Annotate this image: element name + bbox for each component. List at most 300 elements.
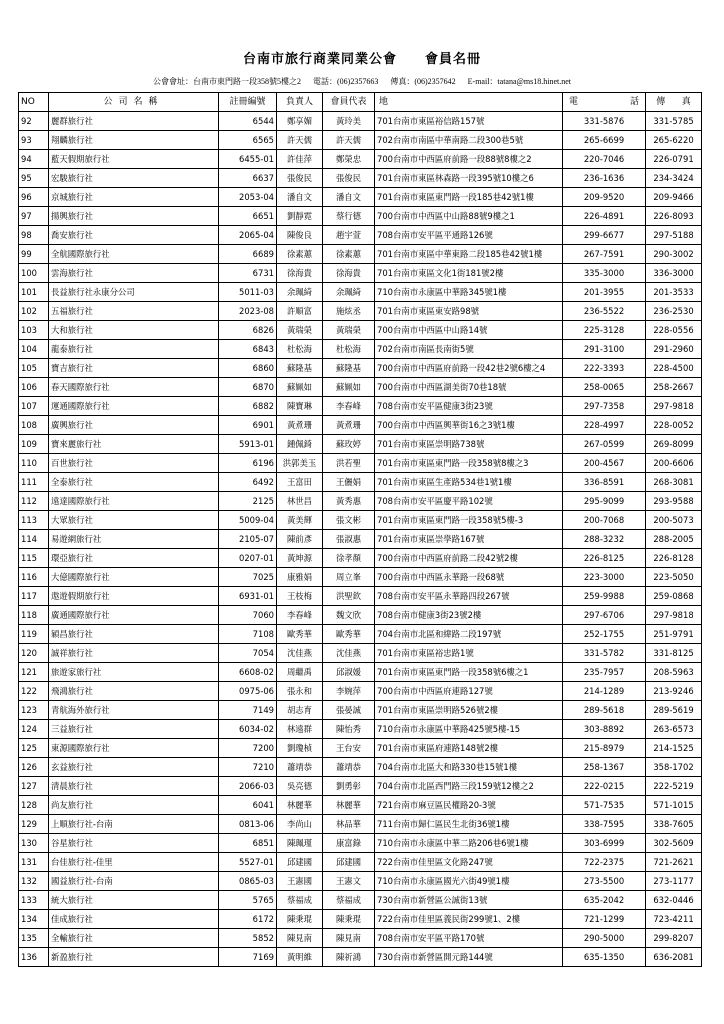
cell-tel: 236-1636: [563, 169, 646, 188]
cell-fax: 723-4211: [646, 910, 702, 929]
cell-reg: 6860: [219, 359, 277, 378]
cell-no: 103: [19, 321, 49, 340]
cell-manager: 黃瑞榮: [277, 321, 323, 340]
cell-address: 701台南市東區府連路148號2樓: [375, 739, 563, 758]
cell-reg: 7149: [219, 701, 277, 720]
cell-address: 701台南市東區東門路一段358號8樓之3: [375, 454, 563, 473]
col-header-reg: 註冊編號: [219, 93, 277, 112]
cell-address: 708台南市安平區健康3街23號: [375, 397, 563, 416]
cell-fax: 208-5963: [646, 663, 702, 682]
cell-manager: 林遠群: [277, 720, 323, 739]
cell-name: 春天國際旅行社: [49, 378, 219, 397]
cell-manager: 黃明維: [277, 948, 323, 967]
cell-no: 135: [19, 929, 49, 948]
cell-name: 揚興旅行社: [49, 207, 219, 226]
table-row: [19, 929, 702, 948]
cell-no: 98: [19, 226, 49, 245]
cell-rep: 蕭靖恭: [323, 758, 375, 777]
cell-address: 710台南市永康區國光六街49號1樓: [375, 872, 563, 891]
cell-no: 123: [19, 701, 49, 720]
cell-no: 94: [19, 150, 49, 169]
cell-fax: 358-1702: [646, 758, 702, 777]
cell-address: 701台南市東區中華東路二段185巷42號1樓: [375, 245, 563, 264]
table-row: [19, 720, 702, 739]
cell-address: 700台南市中西區府前路一段88號8樓之2: [375, 150, 563, 169]
cell-name: 全泰旅行社: [49, 473, 219, 492]
col-header-fax: [646, 93, 702, 112]
table-row: [19, 644, 702, 663]
cell-rep: 徐孝顏: [323, 549, 375, 568]
cell-rep: 王台安: [323, 739, 375, 758]
cell-name: 雲海旅行社: [49, 264, 219, 283]
cell-no: 106: [19, 378, 49, 397]
cell-reg: 6637: [219, 169, 277, 188]
cell-name: 喬安旅行社: [49, 226, 219, 245]
cell-tel: 223-3000: [563, 568, 646, 587]
cell-tel: 289-5618: [563, 701, 646, 720]
cell-tel: 297-6706: [563, 606, 646, 625]
cell-rep: 張文彬: [323, 511, 375, 530]
cell-address: 710台南市永康區中華二路206巷6號1樓: [375, 834, 563, 853]
cell-tel: 225-3128: [563, 321, 646, 340]
cell-no: 136: [19, 948, 49, 967]
cell-manager: 林世昌: [277, 492, 323, 511]
cell-manager: 王憲國: [277, 872, 323, 891]
cell-reg: 7200: [219, 739, 277, 758]
cell-manager: 劉瓊楨: [277, 739, 323, 758]
cell-address: 701台南市東區裕信路157號: [375, 112, 563, 131]
cell-tel: 331-5876: [563, 112, 646, 131]
cell-name: 麗群旅行社: [49, 112, 219, 131]
cell-name: 三益旅行社: [49, 720, 219, 739]
table-row: [19, 796, 702, 815]
cell-fax: 291-2960: [646, 340, 702, 359]
cell-tel: 331-5782: [563, 644, 646, 663]
cell-fax: 290-3002: [646, 245, 702, 264]
cell-reg: 6651: [219, 207, 277, 226]
association-fax: 傳真：(06)2357642: [390, 77, 456, 86]
table-row: [19, 264, 702, 283]
cell-manager: 黃煮珊: [277, 416, 323, 435]
table-row: [19, 435, 702, 454]
cell-no: 120: [19, 644, 49, 663]
cell-manager: 李春峰: [277, 606, 323, 625]
cell-name: 玄益旅行社: [49, 758, 219, 777]
cell-fax: 223-5050: [646, 568, 702, 587]
cell-name: 環亞旅行社: [49, 549, 219, 568]
cell-rep: 陳怡秀: [323, 720, 375, 739]
cell-rep: 張淑惠: [323, 530, 375, 549]
cell-no: 115: [19, 549, 49, 568]
col-header-address-a: 地: [379, 97, 389, 107]
cell-fax: 297-5188: [646, 226, 702, 245]
cell-fax: 226-0791: [646, 150, 702, 169]
cell-fax: 265-6220: [646, 131, 702, 150]
cell-tel: 226-8125: [563, 549, 646, 568]
cell-no: 131: [19, 853, 49, 872]
cell-no: 129: [19, 815, 49, 834]
table-row: [19, 492, 702, 511]
cell-rep: 潘自文: [323, 188, 375, 207]
cell-address: 700台南市中西區府前路一段42巷2號6樓之4: [375, 359, 563, 378]
cell-no: 122: [19, 682, 49, 701]
cell-name: 大億國際旅行社: [49, 568, 219, 587]
cell-rep: 王憲文: [323, 872, 375, 891]
cell-fax: 331-8125: [646, 644, 702, 663]
cell-address: 708台南市安平區慶平路102號: [375, 492, 563, 511]
cell-rep: 黃瑞榮: [323, 321, 375, 340]
cell-address: 701台南市東區東安路98號: [375, 302, 563, 321]
cell-no: 116: [19, 568, 49, 587]
cell-manager: 余珮綺: [277, 283, 323, 302]
cell-name: 百世旅行社: [49, 454, 219, 473]
cell-address: 700台南市中西區湖美街70巷18號: [375, 378, 563, 397]
cell-manager: 沈佳燕: [277, 644, 323, 663]
cell-tel: 336-8591: [563, 473, 646, 492]
cell-name: 大眾旅行社: [49, 511, 219, 530]
cell-no: 113: [19, 511, 49, 530]
cell-address: 722台南市佳里區文化路247號: [375, 853, 563, 872]
cell-fax: 200-5073: [646, 511, 702, 530]
cell-fax: 293-9588: [646, 492, 702, 511]
cell-tel: 303-6999: [563, 834, 646, 853]
cell-fax: 209-9466: [646, 188, 702, 207]
cell-fax: 234-3424: [646, 169, 702, 188]
cell-name: 全輸旅行社: [49, 929, 219, 948]
cell-tel: 226-4891: [563, 207, 646, 226]
cell-reg: 2065-04: [219, 226, 277, 245]
table-row: [19, 815, 702, 834]
table-row: [19, 150, 702, 169]
cell-reg: 7108: [219, 625, 277, 644]
cell-rep: 許天儒: [323, 131, 375, 150]
cell-address: 708台南市安平區平通路126號: [375, 226, 563, 245]
cell-manager: 許天儒: [277, 131, 323, 150]
cell-address: 710台南市永康區中華路345號1樓: [375, 283, 563, 302]
cell-no: 130: [19, 834, 49, 853]
cell-manager: 陳前彥: [277, 530, 323, 549]
cell-tel: 201-3955: [563, 283, 646, 302]
cell-no: 132: [19, 872, 49, 891]
cell-rep: 洪若聖: [323, 454, 375, 473]
cell-rep: 魏文欣: [323, 606, 375, 625]
cell-manager: 徐素蕙: [277, 245, 323, 264]
title-org: 台南市旅行商業同業公會: [242, 52, 397, 67]
cell-name: 尚友旅行社: [49, 796, 219, 815]
cell-manager: 陳見南: [277, 929, 323, 948]
cell-tel: 288-3232: [563, 530, 646, 549]
cell-address: 700台南市中西區中山路14號: [375, 321, 563, 340]
cell-reg: 6608-02: [219, 663, 277, 682]
cell-rep: 張俊民: [323, 169, 375, 188]
cell-rep: 蘇隆基: [323, 359, 375, 378]
cell-no: 105: [19, 359, 49, 378]
association-email: E-mail：tatana@ms18.hinet.net: [467, 77, 571, 86]
cell-reg: 0865-03: [219, 872, 277, 891]
cell-manager: 康雅娟: [277, 568, 323, 587]
cell-fax: 336-3000: [646, 264, 702, 283]
cell-rep: 李婉萍: [323, 682, 375, 701]
table-row: [19, 682, 702, 701]
cell-manager: 蕭靖恭: [277, 758, 323, 777]
cell-fax: 721-2621: [646, 853, 702, 872]
cell-address: 702台南市南區中華南路二段300巷5號: [375, 131, 563, 150]
cell-reg: 0813-06: [219, 815, 277, 834]
cell-manager: 胡志育: [277, 701, 323, 720]
cell-reg: 7169: [219, 948, 277, 967]
cell-fax: 214-1525: [646, 739, 702, 758]
table-body: [19, 112, 702, 967]
cell-no: 127: [19, 777, 49, 796]
cell-fax: 302-5609: [646, 834, 702, 853]
cell-fax: 200-6606: [646, 454, 702, 473]
cell-manager: 周繼禹: [277, 663, 323, 682]
cell-fax: 273-1177: [646, 872, 702, 891]
cell-tel: 200-7068: [563, 511, 646, 530]
cell-reg: 6901: [219, 416, 277, 435]
cell-rep: 康富錄: [323, 834, 375, 853]
cell-manager: 陳珮瑾: [277, 834, 323, 853]
cell-reg: 5527-01: [219, 853, 277, 872]
cell-reg: 2023-08: [219, 302, 277, 321]
col-header-fax-a: 傳: [656, 97, 666, 107]
association-address: 公會會址：台南市東門路一段358號5樓之2: [153, 77, 301, 86]
cell-reg: 6931-01: [219, 587, 277, 606]
cell-fax: 228-0052: [646, 416, 702, 435]
cell-name: 宏駿旅行社: [49, 169, 219, 188]
cell-reg: 6851: [219, 834, 277, 853]
cell-manager: 蔡福成: [277, 891, 323, 910]
cell-fax: 571-1015: [646, 796, 702, 815]
cell-tel: 338-7595: [563, 815, 646, 834]
cell-reg: 5765: [219, 891, 277, 910]
cell-no: 121: [19, 663, 49, 682]
col-header-address: [375, 93, 563, 112]
cell-tel: 259-9988: [563, 587, 646, 606]
cell-rep: 徐海貴: [323, 264, 375, 283]
cell-no: 96: [19, 188, 49, 207]
cell-address: 701台南市東區生產路534巷1號1樓: [375, 473, 563, 492]
title-doc: 會員名冊: [425, 52, 482, 67]
cell-rep: 洪聖欽: [323, 587, 375, 606]
cell-address: 708台南市健康3街23號2樓: [375, 606, 563, 625]
cell-name: 國益旅行社-台南: [49, 872, 219, 891]
cell-no: 125: [19, 739, 49, 758]
table-row: [19, 872, 702, 891]
cell-name: 清晨旅行社: [49, 777, 219, 796]
cell-rep: 陳秉琨: [323, 910, 375, 929]
cell-address: 708台南市安平區平路170號: [375, 929, 563, 948]
cell-tel: 335-3000: [563, 264, 646, 283]
cell-fax: 228-0556: [646, 321, 702, 340]
cell-tel: 222-3393: [563, 359, 646, 378]
table-row: [19, 416, 702, 435]
cell-tel: 299-6677: [563, 226, 646, 245]
cell-tel: 721-1299: [563, 910, 646, 929]
cell-tel: 571-7535: [563, 796, 646, 815]
cell-rep: 邱淑媛: [323, 663, 375, 682]
cell-rep: 黃玲美: [323, 112, 375, 131]
cell-fax: 268-3081: [646, 473, 702, 492]
cell-manager: 歐秀華: [277, 625, 323, 644]
cell-no: 128: [19, 796, 49, 815]
cell-fax: 228-4500: [646, 359, 702, 378]
cell-address: 701台南市東區崇學路167號: [375, 530, 563, 549]
cell-rep: 邱建國: [323, 853, 375, 872]
table-row: [19, 454, 702, 473]
cell-address: 721台南市麻豆區民權路20-3號: [375, 796, 563, 815]
cell-address: 702台南市南區長南街5號: [375, 340, 563, 359]
table-row: [19, 112, 702, 131]
table-row: [19, 891, 702, 910]
cell-tel: 635-1350: [563, 948, 646, 967]
cell-rep: 陳見南: [323, 929, 375, 948]
table-row: [19, 549, 702, 568]
cell-manager: 陳俊良: [277, 226, 323, 245]
cell-no: 110: [19, 454, 49, 473]
cell-no: 95: [19, 169, 49, 188]
cell-reg: 6731: [219, 264, 277, 283]
col-header-tel-b: 話: [629, 97, 639, 107]
cell-rep: 劉勇彰: [323, 777, 375, 796]
cell-no: 126: [19, 758, 49, 777]
cell-address: 700台南市中西區府前路二段42號2樓: [375, 549, 563, 568]
cell-name: 翔麟旅行社: [49, 131, 219, 150]
cell-tel: 214-1289: [563, 682, 646, 701]
cell-tel: 209-9520: [563, 188, 646, 207]
col-header-no: NO: [19, 93, 49, 112]
cell-tel: 303-8892: [563, 720, 646, 739]
col-header-fax-b: 真: [681, 97, 691, 107]
cell-fax: 251-9791: [646, 625, 702, 644]
cell-manager: 鄭享媚: [277, 112, 323, 131]
cell-manager: 吳亮德: [277, 777, 323, 796]
cell-rep: 杜松海: [323, 340, 375, 359]
cell-reg: 7025: [219, 568, 277, 587]
cell-name: 寶吉旅行社: [49, 359, 219, 378]
cell-rep: 黃煮珊: [323, 416, 375, 435]
cell-fax: 299-8207: [646, 929, 702, 948]
cell-tel: 222-0215: [563, 777, 646, 796]
cell-name: 新盈旅行社: [49, 948, 219, 967]
table-row: [19, 758, 702, 777]
cell-rep: 周立峯: [323, 568, 375, 587]
cell-tel: 252-1755: [563, 625, 646, 644]
cell-rep: 蔡行德: [323, 207, 375, 226]
cell-name: 遠達國際旅行社: [49, 492, 219, 511]
cell-address: 704台南市北區和緯路二段197號: [375, 625, 563, 644]
col-header-tel-a: 電: [569, 97, 579, 107]
cell-name: 上順旅行社-台南: [49, 815, 219, 834]
cell-fax: 636-2081: [646, 948, 702, 967]
cell-reg: 6196: [219, 454, 277, 473]
cell-address: 704台南市北區西門路三段159號12樓之2: [375, 777, 563, 796]
cell-name: 飛鴻旅行社: [49, 682, 219, 701]
cell-fax: 222-5219: [646, 777, 702, 796]
cell-tel: 722-2375: [563, 853, 646, 872]
cell-tel: 215-8979: [563, 739, 646, 758]
table-row: [19, 207, 702, 226]
cell-name: 長益旅行社永康分公司: [49, 283, 219, 302]
cell-name: 廣興旅行社: [49, 416, 219, 435]
cell-address: 701台南市東區裕忠路1號: [375, 644, 563, 663]
cell-rep: 鄭榮忠: [323, 150, 375, 169]
table-header-row: [19, 93, 702, 112]
cell-fax: 258-2667: [646, 378, 702, 397]
cell-fax: 263-6573: [646, 720, 702, 739]
cell-reg: 6492: [219, 473, 277, 492]
cell-name: 運通國際旅行社: [49, 397, 219, 416]
cell-name: 易遊網旅行社: [49, 530, 219, 549]
cell-rep: 徐素蕙: [323, 245, 375, 264]
cell-manager: 蘇隆基: [277, 359, 323, 378]
cell-rep: 蘇姵如: [323, 378, 375, 397]
association-phone: 電話：(06)2357663: [313, 77, 379, 86]
cell-reg: 7210: [219, 758, 277, 777]
cell-tel: 236-5522: [563, 302, 646, 321]
col-header-manager: 負責人: [277, 93, 323, 112]
cell-address: 730台南市新營區開元路144號: [375, 948, 563, 967]
cell-manager: 潘自文: [277, 188, 323, 207]
cell-tel: 297-7358: [563, 397, 646, 416]
cell-address: 701台南市東區東門路一段358號5樓-3: [375, 511, 563, 530]
cell-manager: 徐海貴: [277, 264, 323, 283]
cell-address: 708台南市安平區永華路四段267號: [375, 587, 563, 606]
cell-rep: 李春峰: [323, 397, 375, 416]
table-row: [19, 340, 702, 359]
cell-fax: 226-8093: [646, 207, 702, 226]
cell-address: 711台南市歸仁區民生北街36號1樓: [375, 815, 563, 834]
cell-rep: 沈佳燕: [323, 644, 375, 663]
table-row: [19, 948, 702, 967]
cell-manager: 黃坤源: [277, 549, 323, 568]
page-title: [0, 48, 724, 67]
table-row: [19, 587, 702, 606]
cell-reg: 2125: [219, 492, 277, 511]
cell-rep: 施炫丞: [323, 302, 375, 321]
cell-rep: 林麗華: [323, 796, 375, 815]
cell-tel: 273-5500: [563, 872, 646, 891]
cell-rep: 林品華: [323, 815, 375, 834]
cell-name: 藍天假期旅行社: [49, 150, 219, 169]
cell-address: 701台南市東區崇明路526號2樓: [375, 701, 563, 720]
cell-tel: 200-4567: [563, 454, 646, 473]
cell-fax: 338-7605: [646, 815, 702, 834]
table-row: [19, 910, 702, 929]
cell-tel: 267-0599: [563, 435, 646, 454]
cell-reg: 2105-07: [219, 530, 277, 549]
cell-no: 92: [19, 112, 49, 131]
cell-tel: 220-7046: [563, 150, 646, 169]
cell-no: 99: [19, 245, 49, 264]
cell-fax: 297-9818: [646, 606, 702, 625]
cell-no: 101: [19, 283, 49, 302]
cell-reg: 6455-01: [219, 150, 277, 169]
cell-reg: 6843: [219, 340, 277, 359]
table-row: [19, 853, 702, 872]
cell-manager: 許順富: [277, 302, 323, 321]
table-row: [19, 701, 702, 720]
cell-address: 701台南市東區文化1街181號2樓: [375, 264, 563, 283]
cell-address: 701台南市東區東門路一段358號6樓之1: [375, 663, 563, 682]
cell-fax: 213-9246: [646, 682, 702, 701]
cell-name: 大和旅行社: [49, 321, 219, 340]
cell-rep: 黃秀惠: [323, 492, 375, 511]
cell-no: 133: [19, 891, 49, 910]
cell-name: 廣通國際旅行社: [49, 606, 219, 625]
table-row: [19, 302, 702, 321]
table-row: [19, 378, 702, 397]
